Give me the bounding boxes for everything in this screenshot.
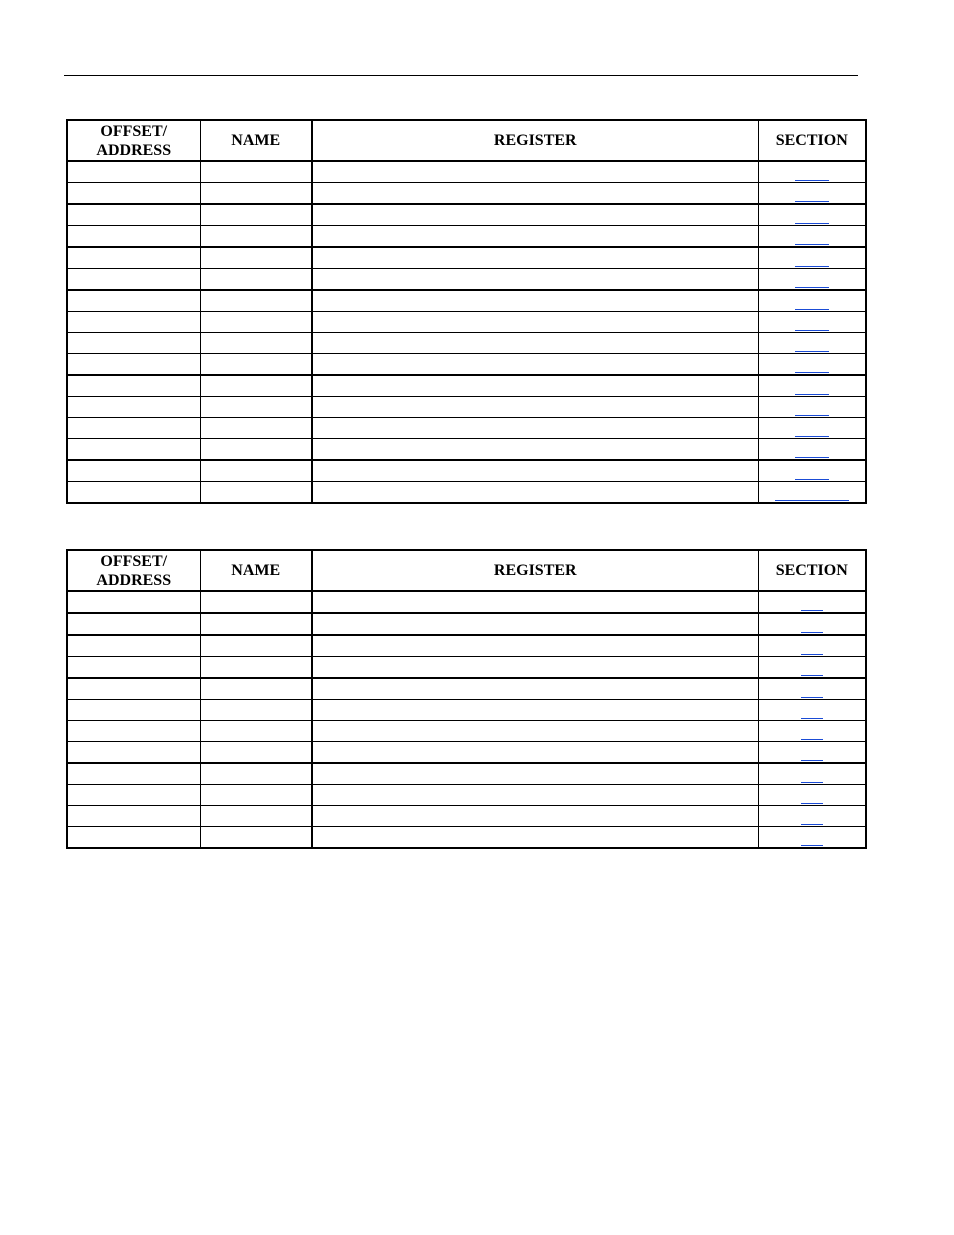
table-row: [67, 806, 866, 827]
section-cell: [758, 721, 866, 742]
section-cell: [758, 183, 866, 205]
section-link[interactable]: [795, 337, 829, 352]
table-row: [67, 613, 866, 635]
register-cell: [312, 763, 758, 785]
section-link[interactable]: [795, 465, 829, 480]
register-cell: [312, 591, 758, 613]
name-cell: [200, 397, 312, 418]
section-cell: [758, 290, 866, 312]
register-cell: [312, 678, 758, 700]
table-row: [67, 333, 866, 354]
section-link[interactable]: [795, 443, 829, 458]
table-row: [67, 183, 866, 205]
section-link[interactable]: [795, 358, 829, 373]
section-cell: [758, 226, 866, 248]
offset-cell: [67, 161, 200, 183]
table-row: [67, 763, 866, 785]
offset-address-header: OFFSET/ ADDRESS: [67, 120, 200, 161]
section-cell: [758, 354, 866, 376]
register-cell: [312, 397, 758, 418]
offset-cell: [67, 312, 200, 333]
section-link[interactable]: [801, 596, 823, 611]
table-row: [67, 290, 866, 312]
name-header: NAME: [200, 550, 312, 591]
section-cell: [758, 418, 866, 439]
name-cell: [200, 290, 312, 312]
table-row: [67, 375, 866, 397]
name-cell: [200, 482, 312, 504]
name-cell: [200, 247, 312, 269]
offset-cell: [67, 439, 200, 461]
register-cell: [312, 183, 758, 205]
register-cell: [312, 827, 758, 849]
register-cell: [312, 482, 758, 504]
offset-cell: [67, 591, 200, 613]
section-cell: [758, 204, 866, 226]
register-table-1: [66, 119, 867, 504]
section-link[interactable]: [801, 831, 823, 846]
offset-cell: [67, 678, 200, 700]
name-cell: [200, 635, 312, 657]
table-row: [67, 742, 866, 764]
register-cell: [312, 333, 758, 354]
offset-cell: [67, 418, 200, 439]
section-header: SECTION: [758, 120, 866, 161]
table-row: [67, 721, 866, 742]
name-cell: [200, 333, 312, 354]
section-cell: [758, 161, 866, 183]
register-cell: [312, 354, 758, 376]
section-header: SECTION: [758, 550, 866, 591]
section-cell: [758, 312, 866, 333]
offset-cell: [67, 763, 200, 785]
section-cell: [758, 806, 866, 827]
section-cell: [758, 591, 866, 613]
section-cell: [758, 678, 866, 700]
name-cell: [200, 742, 312, 764]
offset-cell: [67, 785, 200, 806]
offset-cell: [67, 721, 200, 742]
section-link[interactable]: [795, 187, 829, 202]
name-cell: [200, 785, 312, 806]
section-link[interactable]: [801, 789, 823, 804]
offset-cell: [67, 290, 200, 312]
section-link[interactable]: [801, 725, 823, 740]
section-link[interactable]: [801, 618, 823, 633]
offset-cell: [67, 700, 200, 721]
section-cell: [758, 827, 866, 849]
register-cell: [312, 785, 758, 806]
section-link[interactable]: [795, 316, 829, 331]
section-link[interactable]: [801, 746, 823, 761]
register-cell: [312, 418, 758, 439]
name-cell: [200, 763, 312, 785]
register-cell: [312, 721, 758, 742]
register-cell: [312, 460, 758, 482]
section-link[interactable]: [795, 230, 829, 245]
table-row: [67, 827, 866, 849]
section-link[interactable]: [795, 380, 829, 395]
section-link[interactable]: [795, 166, 829, 181]
name-cell: [200, 161, 312, 183]
name-cell: [200, 439, 312, 461]
section-link[interactable]: [795, 252, 829, 267]
section-cell: [758, 375, 866, 397]
name-cell: [200, 700, 312, 721]
name-cell: [200, 312, 312, 333]
table-row: [67, 247, 866, 269]
register-cell: [312, 161, 758, 183]
name-cell: [200, 354, 312, 376]
table-header-row: [67, 550, 866, 591]
name-cell: [200, 204, 312, 226]
register-cell: [312, 312, 758, 333]
table-row: [67, 397, 866, 418]
section-link[interactable]: [801, 704, 823, 719]
register-header: REGISTER: [312, 120, 758, 161]
register-cell: [312, 247, 758, 269]
section-cell: [758, 397, 866, 418]
name-cell: [200, 657, 312, 679]
table-row: [67, 678, 866, 700]
table-row: [67, 657, 866, 679]
offset-cell: [67, 247, 200, 269]
section-link[interactable]: [801, 768, 823, 783]
register-cell: [312, 269, 758, 291]
register-cell: [312, 290, 758, 312]
register-cell: [312, 439, 758, 461]
section-link[interactable]: [795, 422, 829, 437]
section-link[interactable]: [801, 810, 823, 825]
table-row: [67, 161, 866, 183]
offset-cell: [67, 460, 200, 482]
offset-cell: [67, 333, 200, 354]
offset-cell: [67, 806, 200, 827]
table-row: [67, 591, 866, 613]
table-row: [67, 269, 866, 291]
section-cell: [758, 700, 866, 721]
table-row: [67, 312, 866, 333]
register-cell: [312, 700, 758, 721]
table-row: [67, 354, 866, 376]
offset-cell: [67, 742, 200, 764]
section-cell: [758, 439, 866, 461]
section-cell: [758, 460, 866, 482]
table-header-row: [67, 120, 866, 161]
table-row: [67, 785, 866, 806]
name-cell: [200, 591, 312, 613]
name-cell: [200, 183, 312, 205]
name-header: NAME: [200, 120, 312, 161]
register-cell: [312, 806, 758, 827]
section-link[interactable]: [795, 209, 829, 224]
table-row: [67, 635, 866, 657]
register-cell: [312, 226, 758, 248]
section-cell: [758, 742, 866, 764]
name-cell: [200, 613, 312, 635]
section-cell: [758, 635, 866, 657]
section-link[interactable]: [795, 273, 829, 288]
section-cell: [758, 269, 866, 291]
offset-cell: [67, 375, 200, 397]
name-cell: [200, 721, 312, 742]
table-row: [67, 226, 866, 248]
section-link[interactable]: [801, 640, 823, 655]
name-cell: [200, 827, 312, 849]
section-cell: [758, 333, 866, 354]
name-cell: [200, 460, 312, 482]
section-cell: [758, 763, 866, 785]
table-row: [67, 460, 866, 482]
section-link[interactable]: [801, 661, 823, 676]
offset-cell: [67, 657, 200, 679]
name-cell: [200, 375, 312, 397]
table-row: [67, 204, 866, 226]
register-cell: [312, 375, 758, 397]
table-row: [67, 439, 866, 461]
offset-cell: [67, 269, 200, 291]
offset-cell: [67, 635, 200, 657]
section-cell: [758, 785, 866, 806]
section-cell: [758, 657, 866, 679]
name-cell: [200, 806, 312, 827]
name-cell: [200, 678, 312, 700]
register-cell: [312, 657, 758, 679]
section-cell: [758, 247, 866, 269]
table-row: [67, 700, 866, 721]
section-link[interactable]: [795, 401, 829, 416]
name-cell: [200, 269, 312, 291]
offset-cell: [67, 354, 200, 376]
offset-cell: [67, 482, 200, 504]
section-cell: [758, 482, 866, 504]
header-rule: [64, 75, 858, 76]
section-link[interactable]: [795, 295, 829, 310]
offset-cell: [67, 827, 200, 849]
offset-cell: [67, 397, 200, 418]
section-link[interactable]: [775, 486, 849, 501]
section-cell: [758, 613, 866, 635]
offset-cell: [67, 226, 200, 248]
register-cell: [312, 742, 758, 764]
register-header: REGISTER: [312, 550, 758, 591]
offset-cell: [67, 613, 200, 635]
offset-cell: [67, 183, 200, 205]
offset-address-header: OFFSET/ ADDRESS: [67, 550, 200, 591]
register-cell: [312, 613, 758, 635]
register-table-2: [66, 549, 867, 849]
table-row: [67, 418, 866, 439]
name-cell: [200, 418, 312, 439]
register-cell: [312, 635, 758, 657]
section-link[interactable]: [801, 683, 823, 698]
register-cell: [312, 204, 758, 226]
table-row: [67, 482, 866, 504]
name-cell: [200, 226, 312, 248]
offset-cell: [67, 204, 200, 226]
